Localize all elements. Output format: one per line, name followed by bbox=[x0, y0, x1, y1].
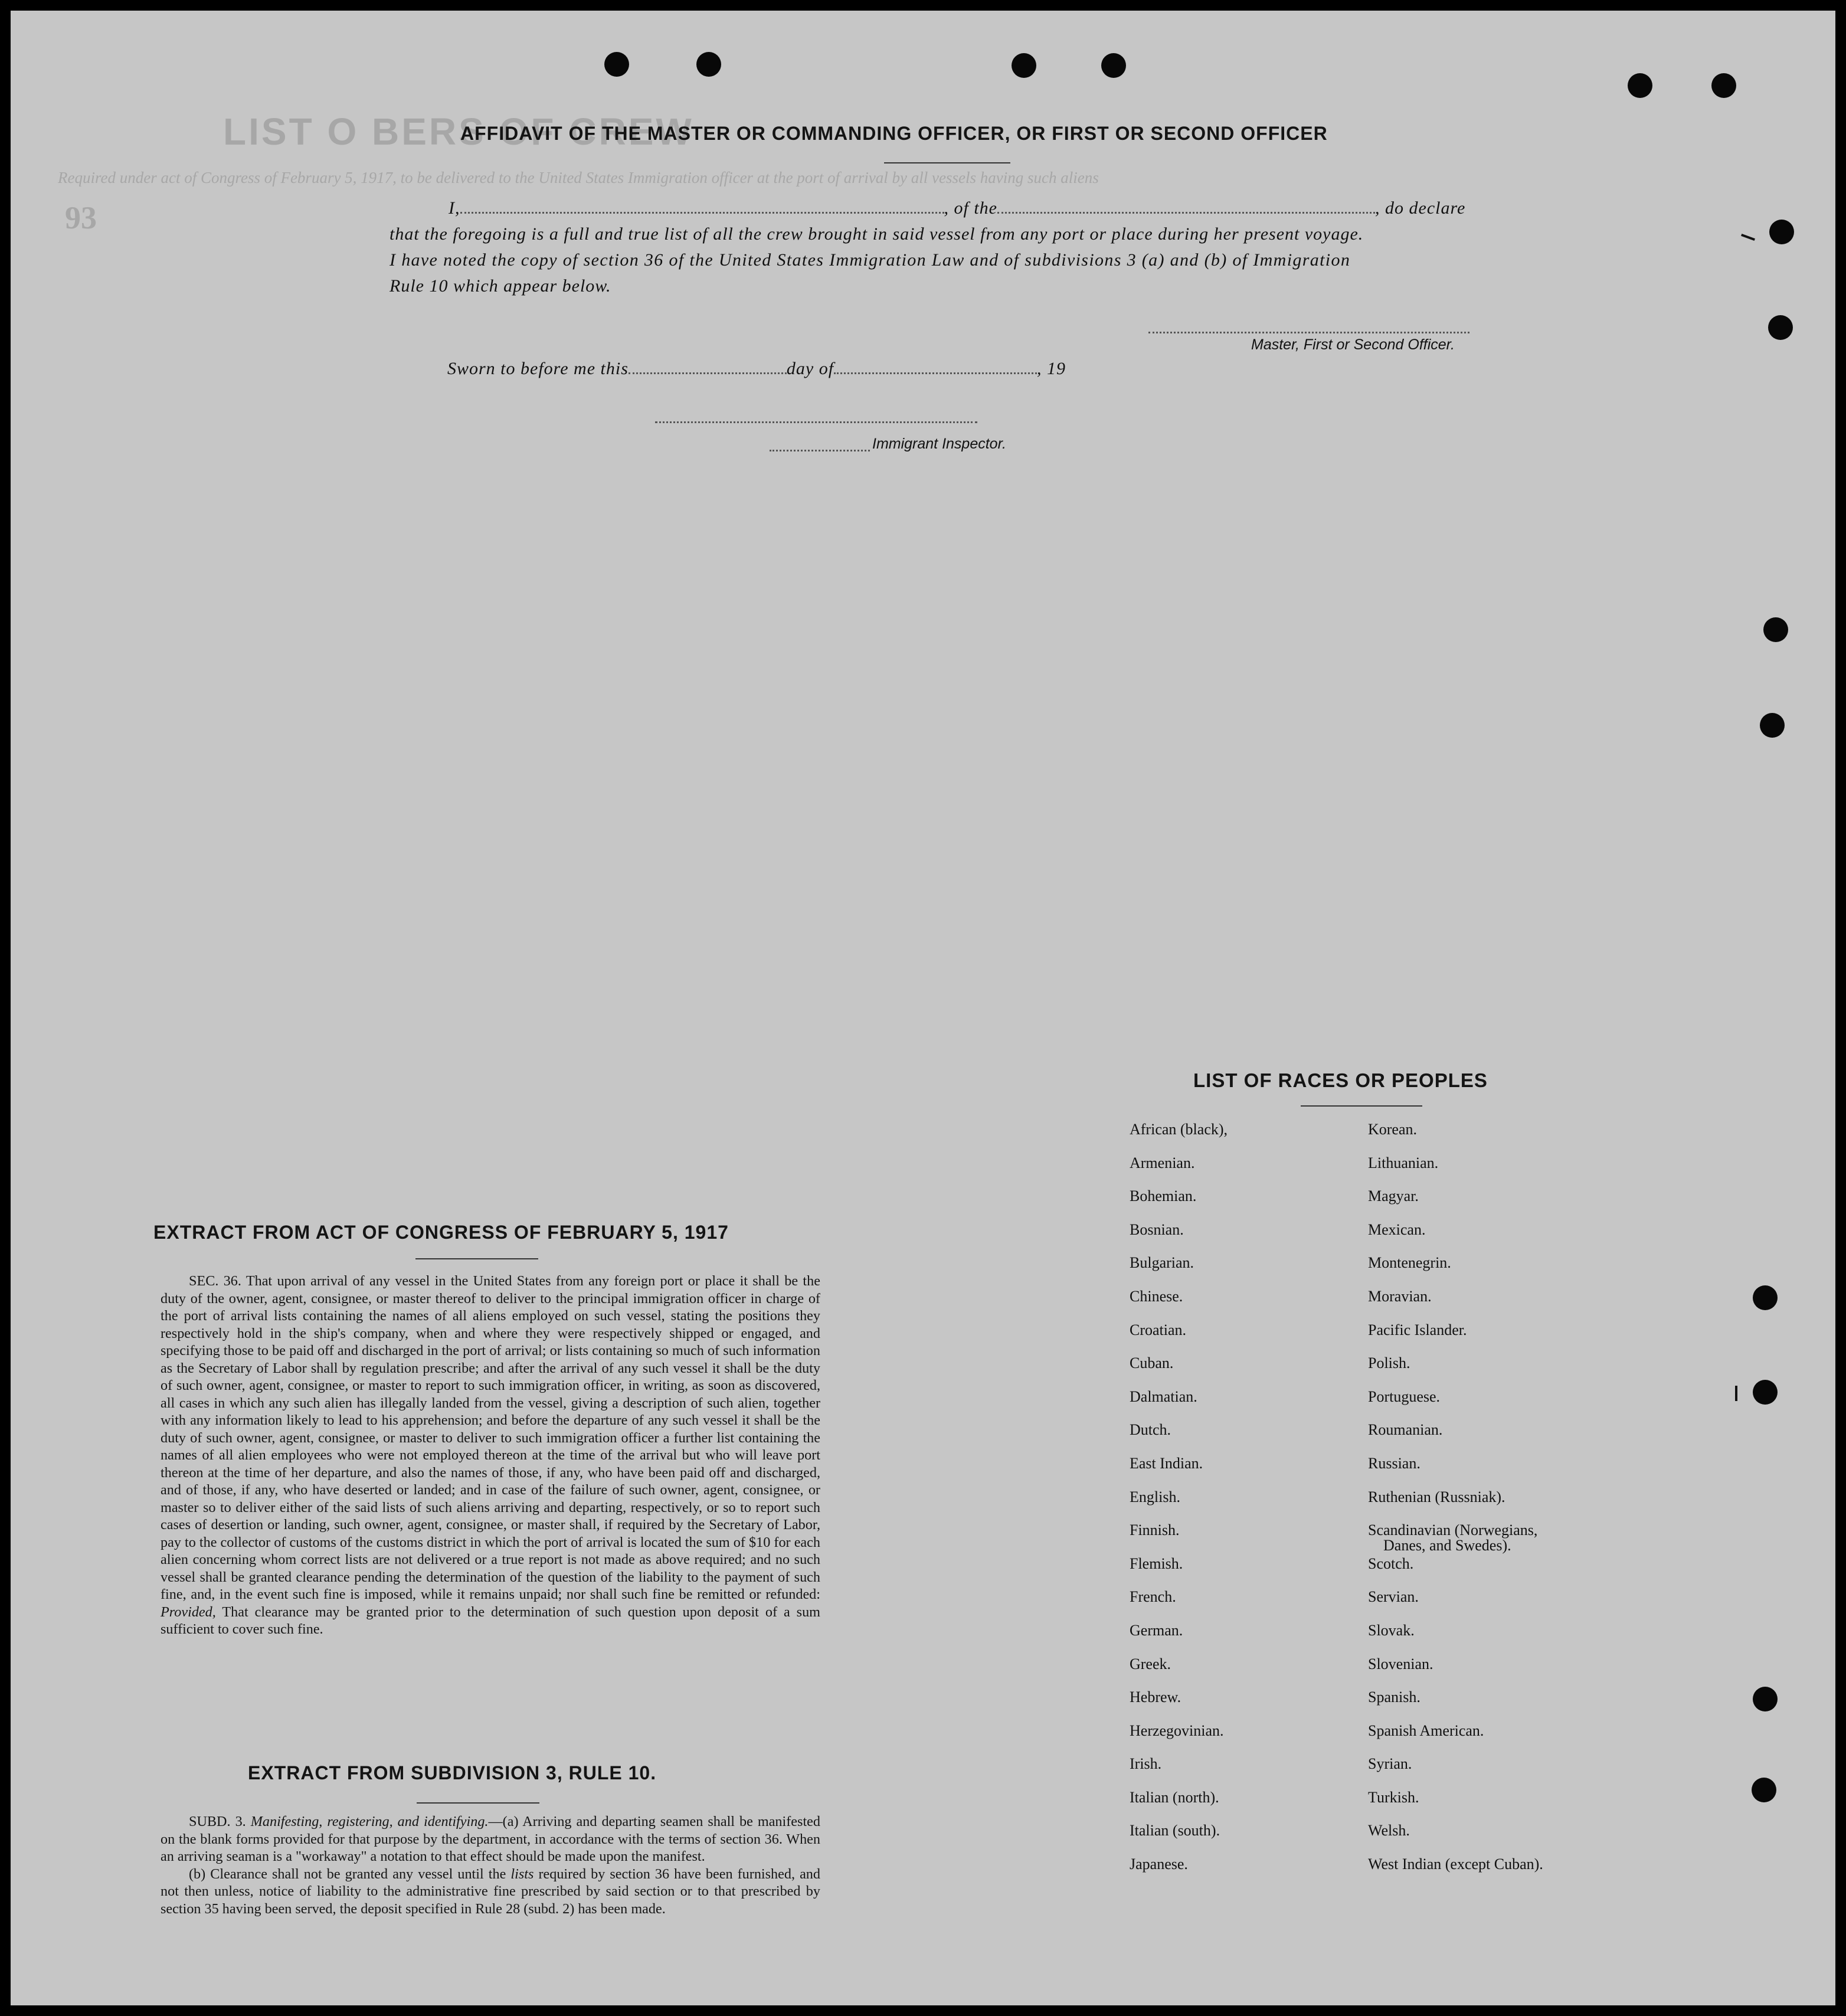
race-label: Portuguese. bbox=[1368, 1387, 1441, 1405]
punch-hole bbox=[1711, 73, 1736, 98]
punch-hole bbox=[696, 52, 721, 77]
affidavit-line-4: Rule 10 which appear below. bbox=[390, 276, 611, 296]
document-page bbox=[11, 11, 1835, 2005]
race-label: Chinese. bbox=[1130, 1287, 1183, 1305]
race-label: Bohemian. bbox=[1130, 1187, 1197, 1205]
of-the-label: , of the bbox=[944, 198, 997, 218]
year-label: , 19 bbox=[1037, 359, 1066, 378]
race-label: Servian. bbox=[1368, 1588, 1419, 1606]
race-label: Bosnian. bbox=[1130, 1220, 1184, 1238]
punch-hole bbox=[1760, 713, 1785, 738]
race-label: Slovenian. bbox=[1368, 1655, 1433, 1673]
punch-hole bbox=[1768, 315, 1793, 340]
sec-36-proviso: That clearance may be granted prior to the determination of such question upon deposit of a sum sufficient to cover such fine. bbox=[161, 1603, 820, 1637]
act-section-36-text bbox=[161, 1272, 820, 1638]
race-item bbox=[1130, 1188, 1228, 1222]
race-label: Flemish. bbox=[1130, 1554, 1183, 1572]
race-label: Cuban. bbox=[1130, 1354, 1174, 1372]
race-label: Korean. bbox=[1368, 1121, 1418, 1138]
race-label: Irish. bbox=[1130, 1755, 1162, 1773]
punch-hole bbox=[1769, 220, 1794, 244]
race-label: German. bbox=[1130, 1621, 1183, 1639]
race-label: Dutch. bbox=[1130, 1421, 1171, 1439]
race-item bbox=[1130, 1522, 1228, 1556]
vessel-name-blank[interactable] bbox=[997, 212, 1375, 214]
race-item bbox=[1368, 1689, 1543, 1723]
race-item bbox=[1130, 1288, 1228, 1322]
affidavit-declaration-line bbox=[449, 198, 1465, 218]
affidavit-line-3: I have noted the copy of section 36 of the United States Immigration Law and of subdivisions 3 (a) and (b) of Immigration bbox=[390, 250, 1351, 270]
rule-extract-title: EXTRACT FROM SUBDIVISION 3, RULE 10. bbox=[248, 1762, 657, 1783]
race-item bbox=[1368, 1522, 1543, 1556]
race-label: Polish. bbox=[1368, 1354, 1410, 1372]
sec-36-body: That upon arrival of any vessel in the United States from any foreign port or place it shall be the duty of the owner, agent, consignee, or master thereof to deliver to the principal immigration officer in charge of the port of arrival lists containing the names of all aliens employed on such vessel, stating the positions they respectively hold in the ship's company, when and where they were respectively shipped or engaged, and specifying those to be paid off and discharged in the port of arrival; or lists containing so much of such information as the Secretary of Labor shall by regulation prescribe; and after the arrival of any such vessel it shall be the duty of such owner, agent, consignee, or master to report to such immigration officer, in writing, as soon as discovered, all cases in which any such alien has illegally landed from the vessel, giving a description of such alien, together with any information likely to lead to his apprehension; and before the departure of any such vessel it shall be the duty of such owner, agent, consignee, or master to deliver to such immigration officer a further list containing the names of all alien employees who were not employed thereon at the time of the arrival but who will leave port thereon at the time of her departure, and also the names of those, if any, who have been paid off and discharged, and of those, if any, who have deserted or landed; and in case of the failure of such owner, agent, consignee, or master so to deliver either of the said lists of such aliens arriving and departing, respectively, or so to report such cases of desertion or landing, such owner, agent, consignee, or master shall, if required by the Secretary of Labor, pay to the collector of customs of the customs district in which the port of arrival is located the sum of $10 for each alien concerning whom correct lists are not delivered or a true report is not made as above required; and no such vessel shall be granted clearance pending the determination of the question of the liability to the payment of such fine, and, in the event such fine is imposed, while it remains unpaid; nor shall such fine be remitted or refunded: bbox=[161, 1273, 820, 1602]
race-item bbox=[1368, 1489, 1543, 1523]
affidavit-title-rule bbox=[884, 162, 1010, 163]
race-label: Hebrew. bbox=[1130, 1688, 1181, 1706]
race-label-continuation: Danes, and Swedes). bbox=[1383, 1537, 1511, 1554]
para-b-marker: (b) bbox=[189, 1866, 206, 1882]
race-label: Dalmatian. bbox=[1130, 1387, 1197, 1405]
rule-extract-title-rule bbox=[417, 1802, 539, 1804]
race-item bbox=[1130, 1455, 1228, 1489]
race-label: Roumanian. bbox=[1368, 1421, 1443, 1439]
race-item bbox=[1368, 1556, 1543, 1589]
race-item bbox=[1130, 1355, 1228, 1389]
punch-hole bbox=[1753, 1687, 1778, 1711]
race-label: Croatian. bbox=[1130, 1321, 1187, 1338]
affidavit-title: AFFIDAVIT OF THE MASTER OR COMMANDING OFFICER, OR FIRST OR SECOND OFFICER bbox=[460, 123, 1328, 144]
race-label: Ruthenian (Russniak). bbox=[1368, 1488, 1505, 1506]
race-label: Scotch. bbox=[1368, 1554, 1414, 1572]
race-item bbox=[1130, 1589, 1228, 1622]
race-item bbox=[1130, 1255, 1228, 1288]
race-item bbox=[1130, 1556, 1228, 1589]
act-extract-title: EXTRACT FROM ACT OF CONGRESS OF FEBRUARY 5, 1917 bbox=[153, 1222, 729, 1243]
race-item bbox=[1368, 1756, 1543, 1789]
race-label: Armenian. bbox=[1130, 1154, 1195, 1171]
race-item bbox=[1368, 1723, 1543, 1756]
master-signature-label: Master, First or Second Officer. bbox=[1251, 336, 1455, 353]
race-label: Moravian. bbox=[1368, 1287, 1432, 1305]
race-label: Slovak. bbox=[1368, 1621, 1415, 1639]
punch-hole bbox=[1101, 53, 1126, 78]
race-label: Syrian. bbox=[1368, 1755, 1412, 1773]
race-item bbox=[1368, 1622, 1543, 1656]
master-signature-blank[interactable] bbox=[1148, 332, 1469, 333]
race-item bbox=[1368, 1222, 1543, 1255]
race-label: East Indian. bbox=[1130, 1454, 1203, 1472]
immigrant-inspector-label: Immigrant Inspector. bbox=[872, 436, 1006, 452]
races-title: LIST OF RACES OR PEOPLES bbox=[1193, 1069, 1488, 1091]
race-item bbox=[1130, 1622, 1228, 1656]
i-label: I, bbox=[449, 198, 460, 218]
sworn-day-blank[interactable] bbox=[629, 372, 787, 374]
para-a-marker: —(a) bbox=[488, 1814, 519, 1830]
race-label: Scandinavian (Norwegians, bbox=[1368, 1521, 1538, 1539]
race-label: Turkish. bbox=[1368, 1788, 1419, 1806]
para-b-lists: lists bbox=[510, 1866, 534, 1882]
race-label: West Indian (except Cuban). bbox=[1368, 1855, 1543, 1873]
race-item bbox=[1368, 1856, 1543, 1890]
race-item bbox=[1130, 1756, 1228, 1789]
provided-label: Provided, bbox=[161, 1603, 216, 1620]
bleed-through-subheader: Required under act of Congress of February 5, 1917, to be delivered to the United States Immigration officer at the port of arrival by all vessels having such aliens bbox=[58, 169, 1099, 186]
master-name-blank[interactable] bbox=[460, 212, 944, 214]
race-item bbox=[1130, 1789, 1228, 1823]
race-item bbox=[1368, 1656, 1543, 1690]
race-label: Japanese. bbox=[1130, 1855, 1188, 1873]
sworn-month-blank[interactable] bbox=[834, 372, 1037, 374]
race-label: Russian. bbox=[1368, 1454, 1420, 1472]
race-label: Mexican. bbox=[1368, 1220, 1426, 1238]
race-item bbox=[1130, 1121, 1228, 1155]
race-item bbox=[1368, 1789, 1543, 1823]
race-item bbox=[1130, 1856, 1228, 1890]
edge-mark bbox=[1735, 1386, 1737, 1401]
punch-hole bbox=[1012, 53, 1036, 78]
race-label: French. bbox=[1130, 1588, 1176, 1606]
affidavit-line-2: that the foregoing is a full and true list of all the crew brought in said vessel from any port or place during her present voyage. bbox=[390, 224, 1364, 244]
race-item bbox=[1368, 1288, 1543, 1322]
punch-hole bbox=[604, 52, 629, 77]
bleed-through-page-number: 93 bbox=[65, 200, 97, 235]
race-label: English. bbox=[1130, 1488, 1180, 1506]
race-item bbox=[1130, 1222, 1228, 1255]
race-item bbox=[1368, 1422, 1543, 1455]
race-label: Finnish. bbox=[1130, 1521, 1180, 1539]
race-item bbox=[1368, 1121, 1543, 1155]
punch-hole bbox=[1628, 73, 1652, 98]
race-item bbox=[1130, 1723, 1228, 1756]
sec-label: SEC. 36. bbox=[189, 1273, 241, 1289]
race-item bbox=[1130, 1422, 1228, 1455]
race-label: Spanish American. bbox=[1368, 1722, 1484, 1739]
para-b-text-2: required by section 36 have been furnished, and not then unless, notice of liability to the administrative fine prescribed by said section or to that prescribed by section 35 having been served, the deposit specified in Rule 28 (subd. 2) has been made. bbox=[161, 1866, 820, 1917]
bleed-through-header: LIST O BERS OF CREW bbox=[223, 110, 694, 153]
race-item bbox=[1368, 1455, 1543, 1489]
race-label: African (black), bbox=[1130, 1121, 1228, 1138]
race-item bbox=[1368, 1389, 1543, 1422]
inspector-signature-blank-short[interactable] bbox=[770, 450, 870, 451]
race-item bbox=[1368, 1355, 1543, 1389]
race-item bbox=[1130, 1389, 1228, 1422]
race-item bbox=[1368, 1155, 1543, 1189]
subd-label: SUBD. 3. bbox=[189, 1814, 246, 1830]
race-item bbox=[1368, 1589, 1543, 1622]
races-title-rule bbox=[1301, 1105, 1422, 1107]
race-item bbox=[1368, 1822, 1543, 1856]
race-label: Herzegovinian. bbox=[1130, 1722, 1224, 1739]
race-item bbox=[1368, 1188, 1543, 1222]
race-label: Lithuanian. bbox=[1368, 1154, 1439, 1171]
race-label: Magyar. bbox=[1368, 1187, 1419, 1205]
race-label: Welsh. bbox=[1368, 1822, 1410, 1840]
do-declare-label: , do declare bbox=[1375, 198, 1466, 218]
sworn-line bbox=[447, 359, 1066, 379]
race-item bbox=[1130, 1489, 1228, 1523]
race-item bbox=[1368, 1255, 1543, 1288]
punch-hole bbox=[1752, 1778, 1776, 1802]
race-label: Pacific Islander. bbox=[1368, 1321, 1467, 1338]
edge-mark bbox=[1741, 234, 1755, 241]
race-label: Italian (south). bbox=[1130, 1822, 1220, 1840]
race-item bbox=[1130, 1656, 1228, 1690]
para-a-text: Arriving and departing seamen shall be manifested on the blank forms provided for that purpose by the department, in accordance with the terms of section 36. When an arriving seaman is a "workaway" a notation to that effect should be made upon the manifest. bbox=[161, 1814, 820, 1864]
race-label: Bulgarian. bbox=[1130, 1254, 1194, 1272]
races-right-column bbox=[1368, 1121, 1543, 1890]
sworn-label: Sworn to before me this bbox=[447, 359, 629, 378]
punch-hole bbox=[1763, 617, 1788, 642]
race-label: Montenegrin. bbox=[1368, 1254, 1451, 1272]
race-item bbox=[1130, 1689, 1228, 1723]
race-item bbox=[1130, 1155, 1228, 1189]
race-item bbox=[1130, 1822, 1228, 1856]
inspector-signature-blank[interactable] bbox=[655, 421, 977, 423]
punch-hole bbox=[1753, 1380, 1778, 1405]
race-label: Italian (north). bbox=[1130, 1788, 1219, 1806]
punch-hole bbox=[1753, 1285, 1778, 1310]
race-item bbox=[1368, 1322, 1543, 1356]
race-item bbox=[1130, 1322, 1228, 1356]
races-left-column bbox=[1130, 1121, 1228, 1890]
para-b-text-1: Clearance shall not be granted any vessel until the bbox=[210, 1866, 506, 1882]
race-label: Greek. bbox=[1130, 1655, 1171, 1673]
race-label: Spanish. bbox=[1368, 1688, 1420, 1706]
day-of-label: day of bbox=[786, 359, 834, 378]
act-extract-title-rule bbox=[415, 1258, 538, 1259]
subd-heading: Manifesting, registering, and identifying. bbox=[250, 1814, 489, 1830]
rule-subdivision-text bbox=[161, 1813, 820, 1917]
